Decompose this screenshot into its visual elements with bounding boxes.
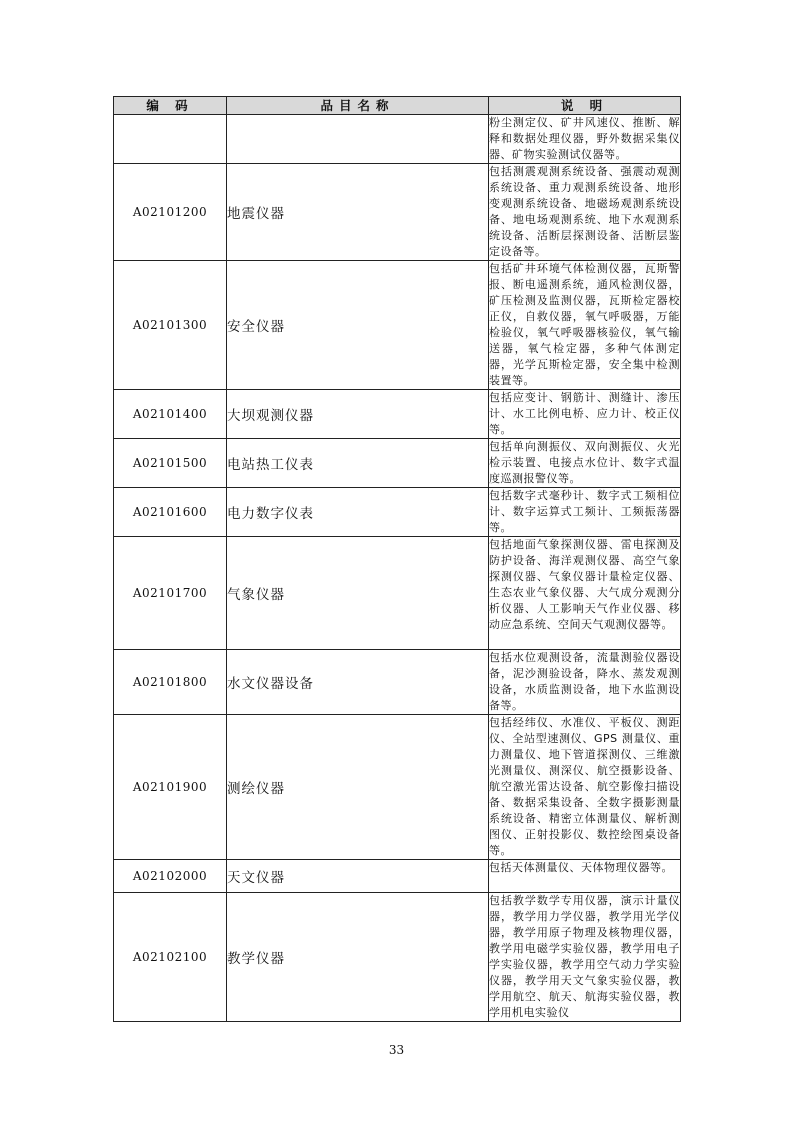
item-code: A02102000: [114, 860, 227, 893]
item-description: 包括矿井环境气体检测仪器，瓦斯警报、断电遥测系统，通风检测仪器，矿压检测及监测仪器，瓦斯检定器校正仪，自救仪器，氧气呼吸器，万能检验仪，氧气呼吸器核验仪，氧气输送器，氧气检定器，多种气体测定器，光学瓦斯检定器，安全集中检测装置等。: [489, 261, 681, 390]
item-description: 包括经纬仪、水准仪、平板仪、测距仪、全站型速测仪、GPS 测量仪、重力测量仪、地下管道探测仪、三维激光测量仪、测深仪、航空摄影设备、航空激光雷达设备、航空影像扫描设备、数据采集设备、全数字摄影测量系统设备、精密立体测量仪、解析测图仪、正射投影仪、数控绘图桌设备等。: [489, 715, 681, 860]
catalog-table: [113, 96, 681, 1022]
item-description: 粉尘测定仪、矿井风速仪、推断、解释和数据处理仪器，野外数据采集仪器、矿物实验测试仪器等。: [489, 115, 681, 164]
header-desc: 说 明: [489, 97, 681, 115]
item-description: 包括地面气象探测仪器、雷电探测及防护设备、海洋观测仪器、高空气象探测仪器、气象仪器计量检定仪器、生态农业气象仪器、大气成分观测分析仪器、人工影响天气作业仪器、移动应急系统、空间天气观测仪器等。: [489, 537, 681, 650]
table-row: [114, 261, 681, 390]
item-code: A02101800: [114, 650, 227, 715]
header-code: 编 码: [114, 97, 227, 115]
item-description: 包括水位观测设备，流量测验仪器设备，泥沙测验设备，降水、蒸发观测设备，水质监测设备，地下水监测设备等。: [489, 650, 681, 715]
item-name: 大坝观测仪器: [227, 390, 489, 439]
item-name: 天文仪器: [227, 860, 489, 893]
table-header-row: [114, 97, 681, 115]
item-code: A02101600: [114, 488, 227, 537]
table-row: [114, 715, 681, 860]
item-code: A02101400: [114, 390, 227, 439]
item-description: 包括天体测量仪、天体物理仪器等。: [489, 860, 681, 893]
item-code: A02101200: [114, 164, 227, 261]
item-name: 教学仪器: [227, 893, 489, 1022]
item-name: 电站热工仪表: [227, 439, 489, 488]
item-name: 气象仪器: [227, 537, 489, 650]
header-name: 品目名称: [227, 97, 489, 115]
item-name: 地震仪器: [227, 164, 489, 261]
table-row: [114, 893, 681, 1022]
item-description: 包括教学数学专用仪器，演示计量仪器，教学用力学仪器，教学用光学仪器，教学用原子物理及核物理仪器，教学用电磁学实验仪器，教学用电子学实验仪器，教学用空气动力学实验仪器，教学用天文气象实验仪器，教学用航空、航天、航海实验仪器，教学用机电实验仪: [489, 893, 681, 1022]
table-row: [114, 650, 681, 715]
item-name: 电力数字仪表: [227, 488, 489, 537]
table-row: [114, 164, 681, 261]
table-row: [114, 115, 681, 164]
item-code: A02102100: [114, 893, 227, 1022]
item-name: [227, 115, 489, 164]
table-row: [114, 390, 681, 439]
item-name: 安全仪器: [227, 261, 489, 390]
item-description: 包括测震观测系统设备、强震动观测系统设备、重力观测系统设备、地形变观测系统设备、地磁场观测系统设备、地电场观测系统、地下水观测系统设备、活断层探测设备、活断层鉴定设备等。: [489, 164, 681, 261]
item-code: A02101300: [114, 261, 227, 390]
item-description: 包括应变计、钢筋计、测缝计、渗压计、水工比例电桥、应力计、校正仪等。: [489, 390, 681, 439]
page-number: 33: [388, 1043, 405, 1057]
item-code: A02101900: [114, 715, 227, 860]
item-code: [114, 115, 227, 164]
table-row: [114, 537, 681, 650]
table-row: [114, 860, 681, 893]
item-description: 包括单向测振仪、双向测振仪、火光检示装置、电接点水位计、数字式温度巡测报警仪等。: [489, 439, 681, 488]
item-name: 测绘仪器: [227, 715, 489, 860]
item-name: 水文仪器设备: [227, 650, 489, 715]
item-code: A02101500: [114, 439, 227, 488]
table-row: [114, 439, 681, 488]
item-code: A02101700: [114, 537, 227, 650]
table-row: [114, 488, 681, 537]
item-description: 包括数字式毫秒计、数字式工频相位计、数字运算式工频计、工频振荡器等。: [489, 488, 681, 537]
